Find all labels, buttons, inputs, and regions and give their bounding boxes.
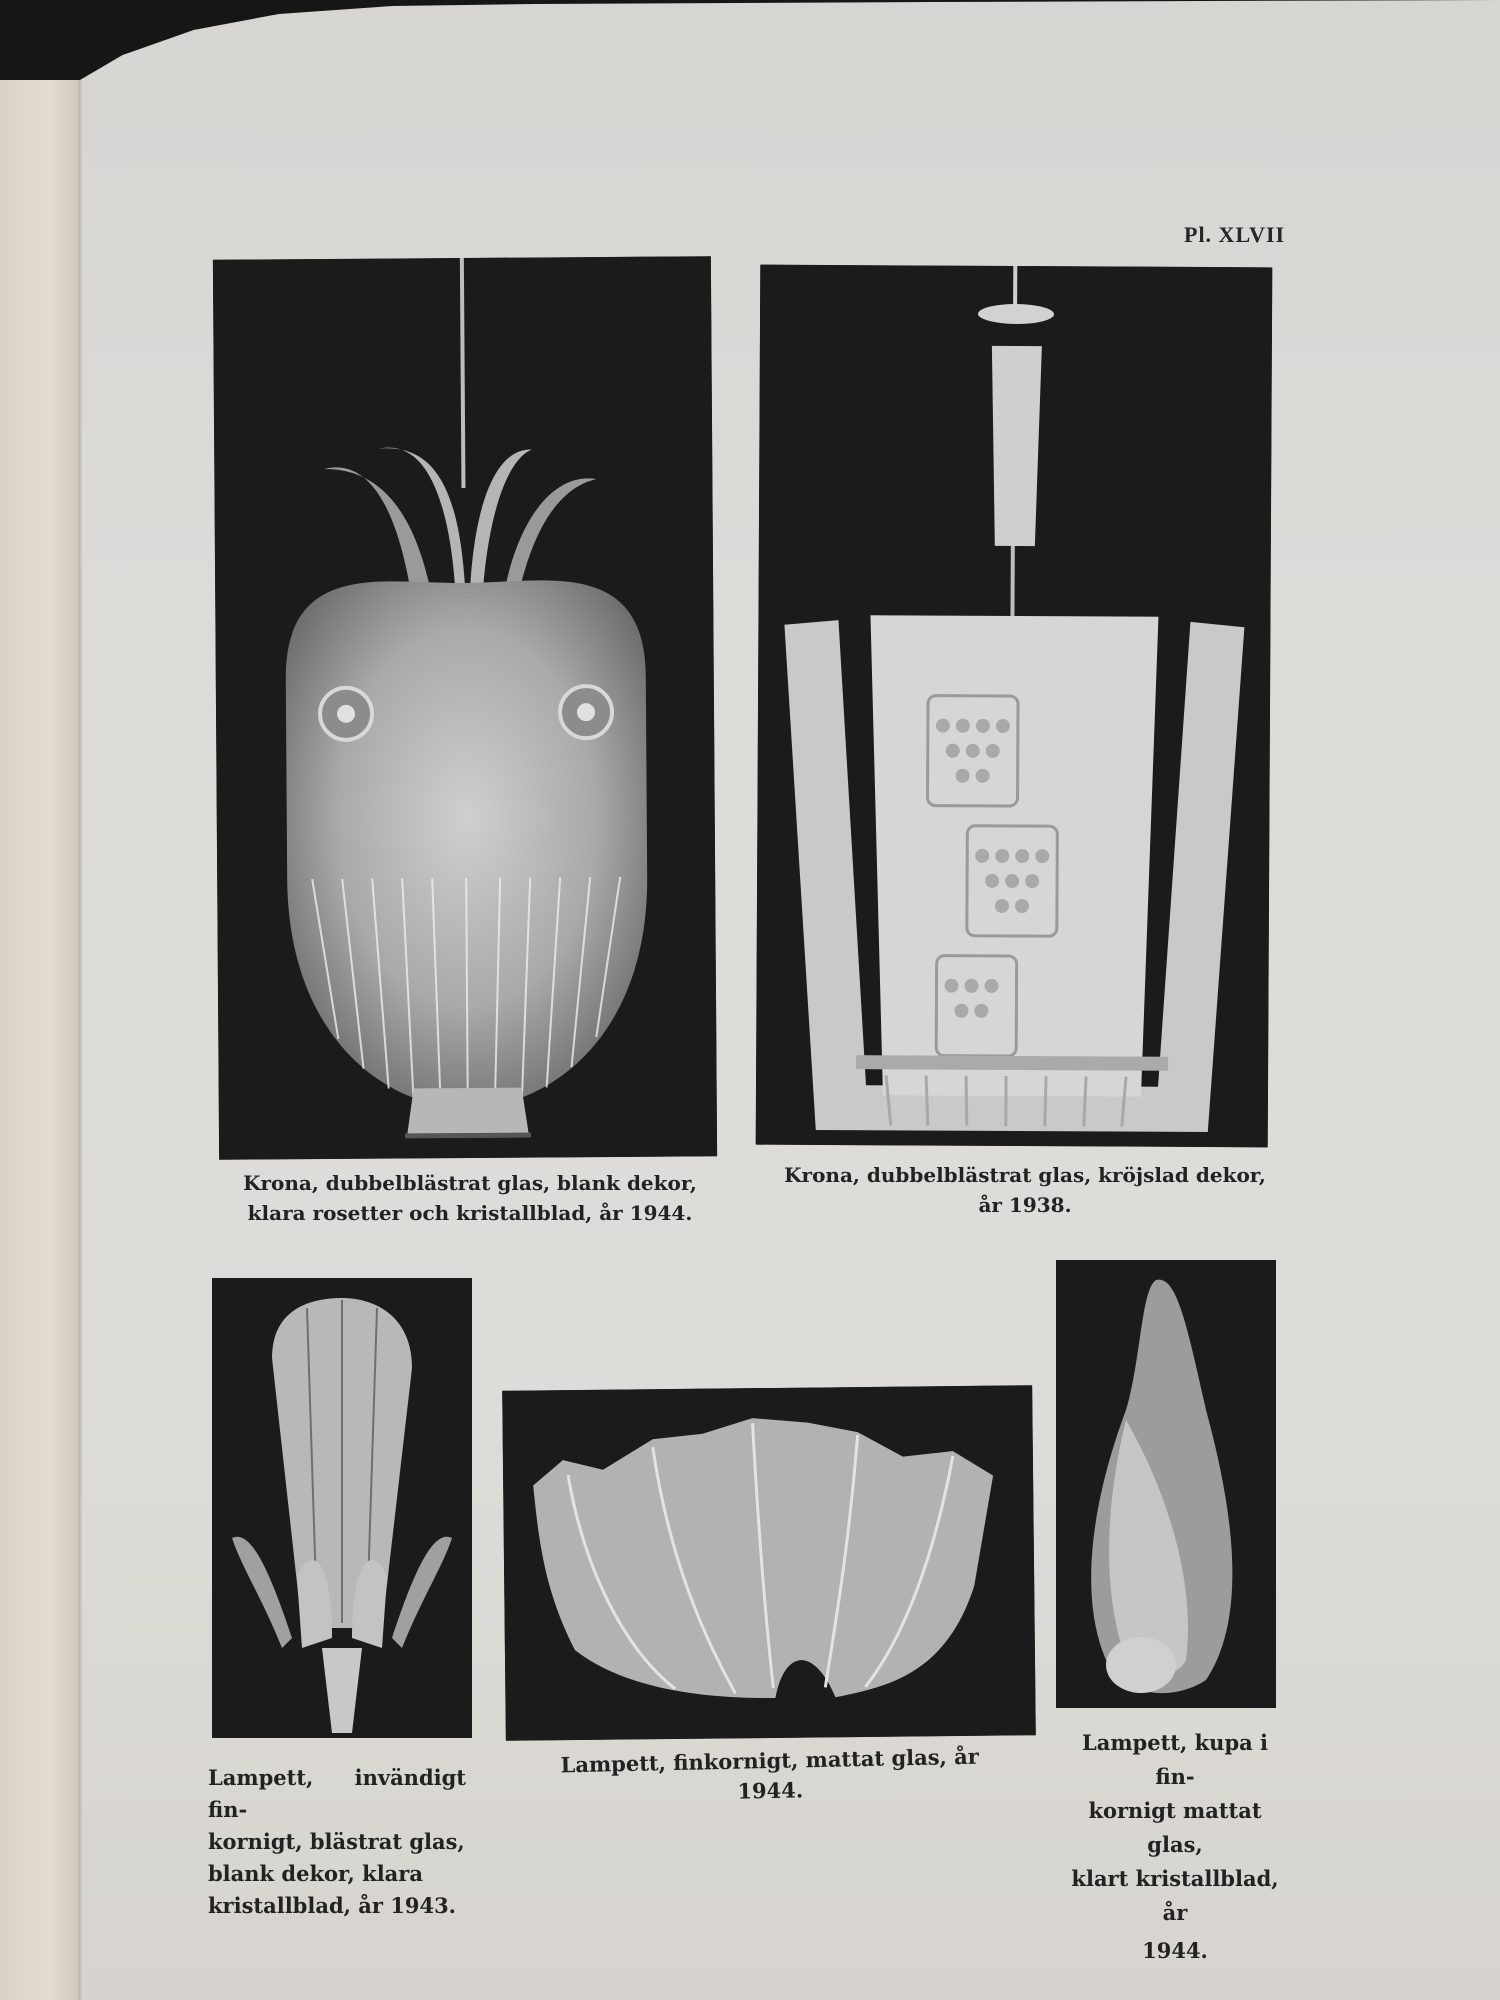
facing-page-edge [0,80,80,2000]
caption-lampett-1944-teardrop: Lampett, kupa i fin- kornigt mattat glas, klart kristallblad, år 1944. [1071,1730,1279,1963]
photo-lampett-1944-teardrop [1056,1260,1276,1708]
caption-krona-1938: Krona, dubbelblästrat glas, kröjslad dekor, år 1938. [784,1163,1266,1217]
photo-lampett-1943 [212,1278,472,1738]
teardrop-sconce-illustration [1056,1260,1276,1708]
caption-lampett-1943: Lampett, invändigt fin- kornigt, blästrat glas, blank dekor, klara kristallblad, år 1943. [208,1765,466,1918]
caption-krona-1944: Krona, dubbelblästrat glas, blank dekor, klara rosetter och kristallblad, år 1944. [243,1171,697,1225]
wall-sconce-leaves-illustration [212,1278,472,1738]
photo-lampett-1944-fluted [502,1385,1036,1741]
photo-krona-1944 [213,256,717,1159]
book-gutter [78,80,82,2000]
pendant-lamp-grape-illustration [756,265,1273,1148]
plate-number: Pl. XLVII [1184,222,1286,247]
photo-krona-1938 [756,265,1273,1148]
pendant-lamp-illustration [213,256,717,1159]
caption-lampett-1944-fluted: Lampett, finkornigt, mattat glas, år 1944. [560,1743,980,1804]
fluted-sconce-illustration [502,1385,1036,1741]
